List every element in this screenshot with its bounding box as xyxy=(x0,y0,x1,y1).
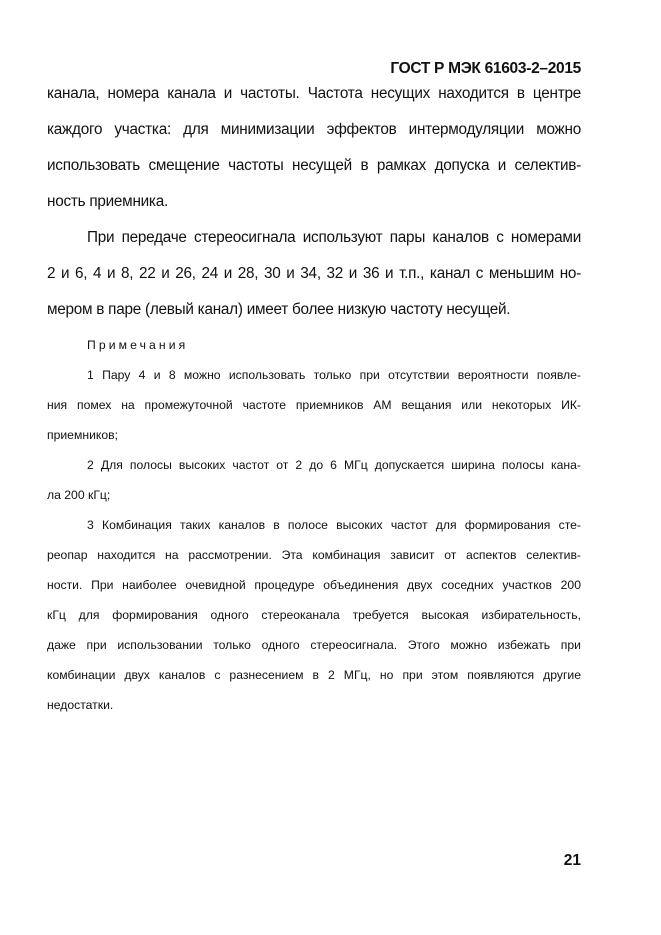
notes-title: Примечания xyxy=(87,338,189,352)
note-line: ности. При наиболее очевидной процедуре объединения двух соседних участков 200 xyxy=(47,578,581,592)
note-line: приемников; xyxy=(47,428,118,442)
note-line: кГц для формирования одного стереоканала требуется высокая избирательность, xyxy=(47,608,581,622)
paragraph-line: каждого участка: для минимизации эффектов интермодуляции можно xyxy=(47,121,581,138)
paragraph-line: При передаче стереосигнала используют пары каналов с номерами xyxy=(87,229,581,246)
note-line: 2 Для полосы высоких частот от 2 до 6 МГц допускается ширина полосы кана- xyxy=(87,458,581,472)
paragraph-line: ность приемника. xyxy=(47,193,168,210)
note-item-2 xyxy=(47,450,581,510)
paragraph-1 xyxy=(47,76,581,220)
note-line: недостатки. xyxy=(47,698,114,712)
page-number: 21 xyxy=(563,852,581,869)
paragraph-line: канала, номера канала и частоты. Частота несущих находится в центре xyxy=(47,85,581,102)
paragraph-line: 2 и 6, 4 и 8, 22 и 26, 24 и 28, 30 и 34, 32 и 36 и т.п., канал с меньшим но- xyxy=(47,265,581,282)
note-item-1 xyxy=(47,360,581,450)
note-line: реопар находится на рассмотрении. Эта комбинация зависит от аспектов селектив- xyxy=(47,548,581,562)
document-header: ГОСТ Р МЭК 61603-2–2015 xyxy=(390,60,581,77)
note-line: 3 Комбинация таких каналов в полосе высоких частот для формирования сте- xyxy=(87,518,581,532)
paragraph-line: использовать смещение частоты несущей в рамках допуска и селектив- xyxy=(47,157,581,174)
note-line: ла 200 кГц; xyxy=(47,488,111,502)
document-body xyxy=(47,76,581,720)
note-line: даже при использовании только одного стереосигнала. Этого можно избежать при xyxy=(47,638,581,652)
note-item-3 xyxy=(47,510,581,720)
note-line: комбинации двух каналов с разнесением в 2 МГц, но при этом появляются другие xyxy=(47,668,581,682)
note-line: ния помех на промежуточной частоте приемников АМ вещания или некоторых ИК- xyxy=(47,398,581,412)
paragraph-2 xyxy=(47,220,581,328)
note-line: 1 Пару 4 и 8 можно использовать только при отсутствии вероятности появле- xyxy=(87,368,581,382)
paragraph-line: мером в паре (левый канал) имеет более низкую частоту несущей. xyxy=(47,301,511,318)
